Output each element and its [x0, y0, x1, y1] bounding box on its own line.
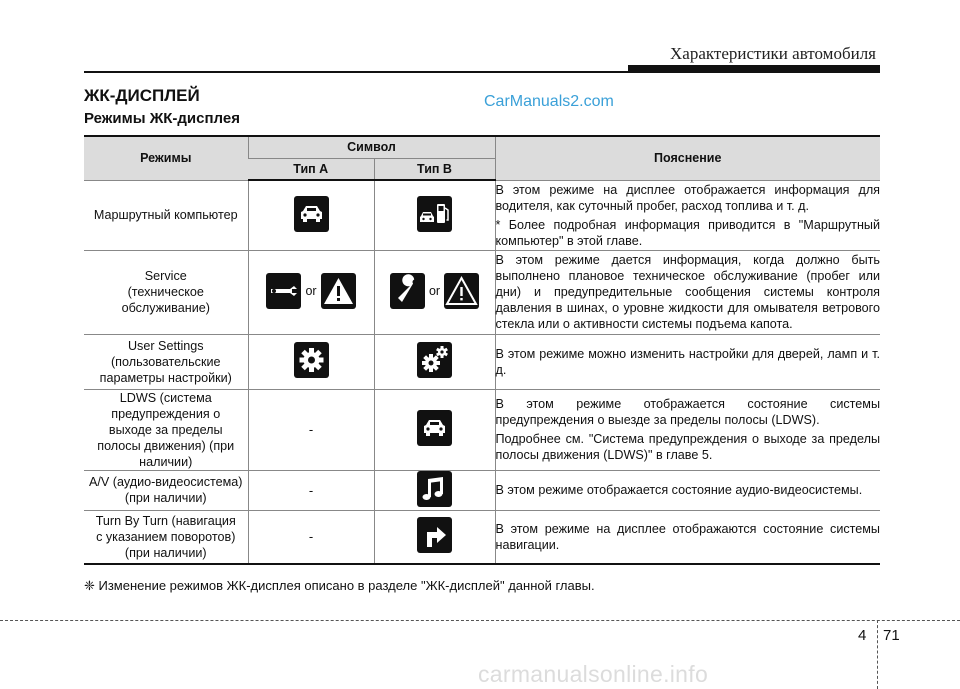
mode-name-line: Service: [144, 269, 187, 283]
mode-name-cell: [84, 470, 248, 510]
explanation-cell: [495, 334, 880, 389]
mode-name-line: полосы движения) (при: [97, 438, 235, 453]
mode-name-line: Turn By Turn (навигация: [95, 513, 236, 528]
section-subtitle: Режимы ЖК-дисплея: [84, 110, 240, 127]
explanation-paragraph: * Более подробная информация приводится в "Маршрутный компьютер" в этой главе.: [495, 217, 880, 248]
site-watermark: carmanualsonline.info: [478, 661, 709, 687]
gear-icon: [294, 342, 329, 378]
col-header-type-a: Тип А: [248, 158, 374, 180]
col-header-modes: Режимы: [84, 136, 248, 180]
explanation-paragraph: В этом режиме на дисплее отображается информация для водителя, как суточный пробег, расход топлива и т. д.: [495, 182, 880, 213]
mode-name-line: User Settings: [127, 338, 204, 353]
table-row: [84, 180, 880, 250]
page-number: 71: [883, 627, 900, 644]
mode-name-line: параметры настройки): [99, 370, 232, 385]
mode-name-cell: [84, 334, 248, 389]
chapter-number: 4: [858, 627, 867, 644]
explanation-paragraph: В этом режиме дается информация, когда должно быть выполнено плановое техническое обслуживание (пробег или дни) и предупредительные сообщения системы контроля давления в шинах, о уровне жидкости для омывателя ветрового стекла или о активности системы подъема капота.: [495, 253, 880, 331]
mode-name-line: (пользовательские: [110, 354, 221, 369]
type-a-symbol-cell: [248, 334, 374, 389]
footnote: ❈ Изменение режимов ЖК-дисплея описано в разделе "ЖК-дисплей" данной главы.: [84, 578, 595, 593]
mode-name-cell: [84, 180, 248, 250]
table-row: [84, 334, 880, 389]
or-label: or: [428, 283, 441, 298]
type-b-symbol-cell: [374, 180, 495, 250]
table-body: [84, 180, 880, 564]
not-applicable-dash: -: [308, 482, 314, 498]
car-icon: [294, 196, 329, 232]
car-fuel-pump-icon: [417, 196, 452, 232]
col-header-explanation: Пояснение: [495, 136, 880, 180]
mode-name-line: (техническое: [127, 285, 204, 299]
mode-name-cell: [84, 510, 248, 564]
wrench-icon: [266, 273, 301, 309]
type-b-symbol-cell: [374, 510, 495, 564]
mode-name-line: с указанием поворотов): [96, 529, 236, 544]
type-b-symbol-cell: [374, 389, 495, 470]
running-header: Характеристики автомобиля: [670, 44, 876, 63]
type-b-symbol-cell: [374, 334, 495, 389]
type-a-symbol-cell: [248, 470, 374, 510]
turn-right-arrow-icon: [417, 517, 452, 553]
type-a-symbol-cell: [248, 389, 374, 470]
wrench-icon: [390, 273, 425, 309]
header-rule: [84, 71, 880, 73]
mode-name-line: предупреждения о: [111, 406, 221, 421]
mode-name-line: (при наличии): [124, 491, 207, 505]
not-applicable-dash: -: [308, 529, 314, 545]
watermark: CarManuals2.com: [484, 93, 614, 110]
type-a-symbol-cell: [248, 180, 374, 250]
mode-name-line: выходе за пределы: [108, 422, 223, 437]
mode-name-line: (при наличии): [124, 545, 207, 560]
mode-name-line: A/V (аудио-видеосистема): [88, 475, 243, 489]
explanation-cell: [495, 470, 880, 510]
mode-name-line: обслуживание): [121, 301, 210, 315]
col-header-symbol: Символ: [248, 136, 495, 158]
mode-name-line: Маршрутный компьютер: [93, 208, 238, 222]
lcd-modes-table: [84, 135, 880, 565]
explanation-cell: [495, 250, 880, 334]
mode-name-cell: [84, 250, 248, 334]
car-icon: [417, 410, 452, 446]
explanation-paragraph: В этом режиме отображается состояние системы предупреждения о выезде за пределы полосы (LDWS).: [495, 397, 880, 427]
table-row: [84, 470, 880, 510]
explanation-cell: [495, 180, 880, 250]
mode-name-cell: [84, 389, 248, 470]
footer-rule: [0, 620, 960, 621]
explanation-cell: [495, 389, 880, 470]
mode-name-line: наличии): [139, 454, 193, 469]
explanation-paragraph: В этом режиме отображается состояние аудио-видеосистемы.: [495, 483, 863, 497]
table-row: [84, 389, 880, 470]
section-title: ЖК-ДИСПЛЕЙ: [84, 86, 200, 105]
type-b-symbol-cell: [374, 250, 495, 334]
explanation-paragraph: Подробнее см. "Система предупреждения о выходе за пределы полосы движения (LDWS)" в главе 5.: [495, 432, 880, 462]
warning-triangle-icon: [444, 273, 479, 309]
warning-triangle-icon: [321, 273, 356, 309]
not-applicable-dash: -: [308, 422, 314, 437]
col-header-type-b: Тип B: [374, 158, 495, 180]
table-row: [84, 250, 880, 334]
type-a-symbol-cell: [248, 250, 374, 334]
explanation-cell: [495, 510, 880, 564]
type-a-symbol-cell: [248, 510, 374, 564]
mode-name-line: LDWS (система: [119, 390, 212, 405]
music-note-icon: [417, 471, 452, 507]
or-label: or: [305, 283, 317, 298]
double-gear-icon: [417, 342, 452, 378]
table-row: [84, 510, 880, 564]
explanation-paragraph: В этом режиме на дисплее отображаются состояние системы навигации.: [495, 521, 880, 552]
footer-divider: [877, 620, 878, 689]
explanation-paragraph: В этом режиме можно изменить настройки для дверей, ламп и т. д.: [495, 346, 880, 377]
type-b-symbol-cell: [374, 470, 495, 510]
